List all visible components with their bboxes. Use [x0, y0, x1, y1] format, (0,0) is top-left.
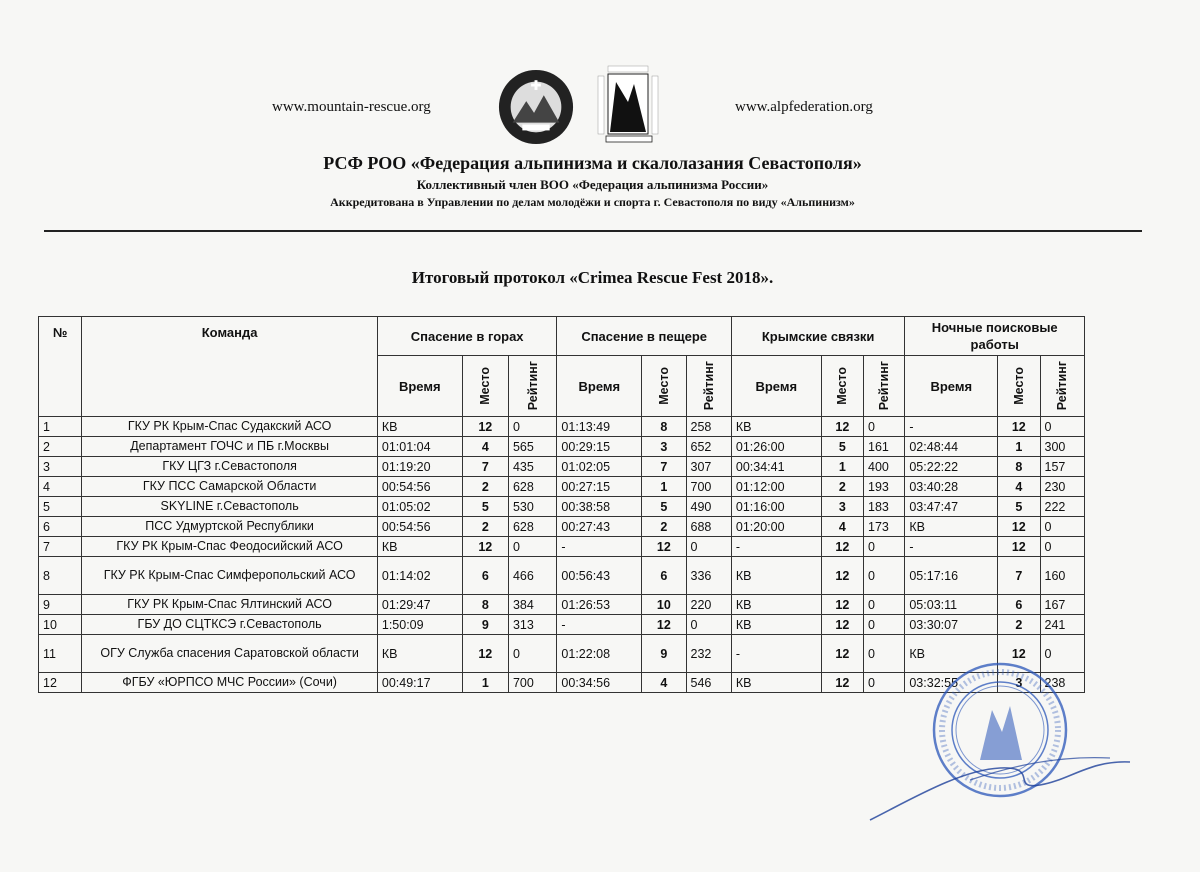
cell-place: 12: [998, 537, 1040, 557]
cell-rating: 336: [686, 557, 731, 595]
row-number: 3: [39, 457, 82, 477]
header-group-crimean: Крымские связки: [731, 317, 904, 356]
cell-time: 01:12:00: [731, 477, 821, 497]
cell-rating: 490: [686, 497, 731, 517]
team-name: ГКУ РК Крым-Спас Ялтинский АСО: [82, 595, 378, 615]
header-number: №: [39, 317, 82, 417]
cell-rating: 0: [686, 615, 731, 635]
cell-place: 3: [998, 673, 1040, 693]
cell-time: 00:29:15: [557, 437, 642, 457]
team-name: ГКУ РК Крым-Спас Симферопольский АСО: [82, 557, 378, 595]
subheader-place: [821, 356, 863, 417]
row-number: 11: [39, 635, 82, 673]
cell-rating: 384: [508, 595, 556, 615]
cell-time: 00:54:56: [377, 477, 462, 497]
cell-place: 7: [998, 557, 1040, 595]
cell-place: 12: [821, 557, 863, 595]
cell-rating: 160: [1040, 557, 1085, 595]
subheader-rating: [864, 356, 905, 417]
team-name: ФГБУ «ЮРПСО МЧС России» (Сочи): [82, 673, 378, 693]
cell-place: 2: [462, 477, 508, 497]
table-row: [39, 595, 1085, 615]
table-row: [39, 437, 1085, 457]
cell-time: 05:17:16: [905, 557, 998, 595]
cell-time: 01:20:00: [731, 517, 821, 537]
cell-place: 2: [642, 517, 686, 537]
cell-rating: 688: [686, 517, 731, 537]
cell-time: 00:54:56: [377, 517, 462, 537]
signature-icon: [850, 740, 1150, 830]
cell-place: 7: [642, 457, 686, 477]
cell-rating: 238: [1040, 673, 1085, 693]
cell-place: 5: [462, 497, 508, 517]
cell-time: 01:26:53: [557, 595, 642, 615]
row-number: 8: [39, 557, 82, 595]
federation-logo-icon: [586, 62, 676, 152]
cell-place: 12: [821, 673, 863, 693]
cell-place: 4: [998, 477, 1040, 497]
cell-rating: 652: [686, 437, 731, 457]
team-name: ГКУ РК Крым-Спас Феодосийский АСО: [82, 537, 378, 557]
cell-place: 12: [462, 537, 508, 557]
cell-rating: 0: [864, 537, 905, 557]
cell-place: 10: [642, 595, 686, 615]
cell-rating: 0: [508, 635, 556, 673]
cell-time: КВ: [377, 635, 462, 673]
subheader-place-label: Место: [1011, 367, 1026, 405]
cell-time: КВ: [731, 615, 821, 635]
cell-place: 4: [462, 437, 508, 457]
cell-place: 1: [821, 457, 863, 477]
cell-time: 03:40:28: [905, 477, 998, 497]
cell-rating: 173: [864, 517, 905, 537]
cell-place: 9: [642, 635, 686, 673]
cell-rating: 0: [508, 417, 556, 437]
cell-place: 8: [462, 595, 508, 615]
header-group-cave: Спасение в пещере: [557, 317, 731, 356]
cell-time: 00:27:15: [557, 477, 642, 497]
cell-rating: 313: [508, 615, 556, 635]
cell-place: 12: [642, 537, 686, 557]
cell-rating: 0: [686, 537, 731, 557]
cell-place: 12: [821, 615, 863, 635]
cell-place: 3: [821, 497, 863, 517]
cell-rating: 0: [1040, 635, 1085, 673]
cell-place: 8: [642, 417, 686, 437]
subheader-place-label: Место: [835, 367, 850, 405]
header-group-night: Ночные поисковые работы: [905, 317, 1085, 356]
cell-rating: 230: [1040, 477, 1085, 497]
cell-rating: 530: [508, 497, 556, 517]
cell-rating: 0: [864, 615, 905, 635]
cell-rating: 220: [686, 595, 731, 615]
cell-time: 01:29:47: [377, 595, 462, 615]
team-name: ОГУ Служба спасения Саратовской области: [82, 635, 378, 673]
cell-time: 00:34:56: [557, 673, 642, 693]
cell-place: 12: [821, 417, 863, 437]
subheader-rating-label: Рейтинг: [1055, 361, 1070, 411]
cell-rating: 183: [864, 497, 905, 517]
cell-time: 01:14:02: [377, 557, 462, 595]
cell-place: 6: [462, 557, 508, 595]
cell-time: 01:16:00: [731, 497, 821, 517]
cell-place: 12: [821, 635, 863, 673]
cell-rating: 0: [864, 557, 905, 595]
cell-rating: 307: [686, 457, 731, 477]
cell-place: 5: [998, 497, 1040, 517]
cell-time: КВ: [731, 673, 821, 693]
team-name: ГКУ ПСС Самарской Области: [82, 477, 378, 497]
cell-place: 2: [998, 615, 1040, 635]
results-table: [38, 316, 1085, 693]
team-name: ГБУ ДО СЦТКСЭ г.Севастополь: [82, 615, 378, 635]
subheader-place-label: Место: [656, 367, 671, 405]
cell-place: 2: [821, 477, 863, 497]
cell-place: 9: [462, 615, 508, 635]
cell-rating: 222: [1040, 497, 1085, 517]
table-row: [39, 557, 1085, 595]
cell-place: 12: [462, 635, 508, 673]
row-number: 9: [39, 595, 82, 615]
cell-time: 01:01:04: [377, 437, 462, 457]
subheader-rating-label: Рейтинг: [701, 361, 716, 411]
cell-place: 12: [998, 417, 1040, 437]
cell-time: 00:38:58: [557, 497, 642, 517]
cell-time: 01:22:08: [557, 635, 642, 673]
cell-rating: 546: [686, 673, 731, 693]
header-divider: [44, 230, 1142, 232]
cell-time: 01:19:20: [377, 457, 462, 477]
team-name: SKYLINE г.Севастополь: [82, 497, 378, 517]
cell-rating: 193: [864, 477, 905, 497]
cell-rating: 0: [864, 673, 905, 693]
cell-place: 1: [642, 477, 686, 497]
cell-rating: 0: [508, 537, 556, 557]
subheader-rating: [508, 356, 556, 417]
cell-time: 03:30:07: [905, 615, 998, 635]
cell-time: КВ: [377, 537, 462, 557]
subheader-rating: [686, 356, 731, 417]
row-number: 5: [39, 497, 82, 517]
cell-place: 12: [821, 537, 863, 557]
cell-rating: 0: [1040, 517, 1085, 537]
team-name: Департамент ГОЧС и ПБ г.Москвы: [82, 437, 378, 457]
table-row: [39, 635, 1085, 673]
cell-place: 12: [821, 595, 863, 615]
cell-rating: 161: [864, 437, 905, 457]
table-row: [39, 537, 1085, 557]
cell-rating: 258: [686, 417, 731, 437]
cell-place: 4: [642, 673, 686, 693]
row-number: 2: [39, 437, 82, 457]
cell-rating: 0: [1040, 537, 1085, 557]
subheader-place-label: Место: [478, 367, 493, 405]
org-title: РСФ РОО «Федерация альпинизма и скалолазания Севастополя»: [323, 153, 862, 173]
cell-rating: 565: [508, 437, 556, 457]
header-team: Команда: [82, 317, 378, 417]
subheader-time: Время: [731, 356, 821, 417]
subheader-time: Время: [377, 356, 462, 417]
cell-rating: 0: [864, 635, 905, 673]
cell-place: 12: [998, 635, 1040, 673]
cell-time: КВ: [731, 595, 821, 615]
cell-time: 01:02:05: [557, 457, 642, 477]
cell-time: 1:50:09: [377, 615, 462, 635]
cell-rating: 232: [686, 635, 731, 673]
row-number: 10: [39, 615, 82, 635]
table-row: [39, 477, 1085, 497]
cell-time: КВ: [731, 557, 821, 595]
cell-time: 01:26:00: [731, 437, 821, 457]
row-number: 6: [39, 517, 82, 537]
team-name: ГКУ ЦГЗ г.Севастополя: [82, 457, 378, 477]
row-number: 1: [39, 417, 82, 437]
subheader-place: [642, 356, 686, 417]
cell-time: 00:49:17: [377, 673, 462, 693]
cell-time: КВ: [905, 517, 998, 537]
cell-time: КВ: [905, 635, 998, 673]
org-membership: Коллективный член ВОО «Федерация альпинизма России»: [416, 177, 769, 192]
cell-rating: 241: [1040, 615, 1085, 635]
org-accreditation: Аккредитована в Управлении по делам молодёжи и спорта г. Севастополя по виду «Альпинизм»: [330, 195, 855, 209]
row-number: 12: [39, 673, 82, 693]
subheader-rating-label: Рейтинг: [877, 361, 892, 411]
cell-rating: 157: [1040, 457, 1085, 477]
cell-place: 12: [462, 417, 508, 437]
subheader-place: [998, 356, 1040, 417]
team-name: ПСС Удмуртской Республики: [82, 517, 378, 537]
cell-rating: 300: [1040, 437, 1085, 457]
subheader-time: Время: [557, 356, 642, 417]
cell-rating: 700: [686, 477, 731, 497]
table-row: [39, 673, 1085, 693]
cell-rating: 400: [864, 457, 905, 477]
cell-rating: 628: [508, 517, 556, 537]
cell-rating: 0: [1040, 417, 1085, 437]
cell-time: 00:34:41: [731, 457, 821, 477]
cell-rating: 435: [508, 457, 556, 477]
table-row: [39, 497, 1085, 517]
cell-time: -: [731, 537, 821, 557]
table-row: [39, 417, 1085, 437]
cell-place: 4: [821, 517, 863, 537]
subheader-rating-label: Рейтинг: [525, 361, 540, 411]
cell-time: -: [731, 635, 821, 673]
cell-time: 02:48:44: [905, 437, 998, 457]
rescue-group-logo-icon: [497, 68, 575, 146]
cell-rating: 167: [1040, 595, 1085, 615]
cell-rating: 700: [508, 673, 556, 693]
cell-time: 05:22:22: [905, 457, 998, 477]
table-row: [39, 517, 1085, 537]
cell-time: -: [557, 537, 642, 557]
cell-place: 1: [998, 437, 1040, 457]
cell-place: 5: [821, 437, 863, 457]
cell-place: 12: [642, 615, 686, 635]
cell-place: 3: [642, 437, 686, 457]
cell-place: 8: [998, 457, 1040, 477]
cell-time: КВ: [377, 417, 462, 437]
table-row: [39, 615, 1085, 635]
cell-time: КВ: [731, 417, 821, 437]
website-left: www.mountain-rescue.org: [272, 99, 431, 115]
cell-rating: 0: [864, 595, 905, 615]
row-number: 7: [39, 537, 82, 557]
header-group-mountain: Спасение в горах: [377, 317, 557, 356]
team-name: ГКУ РК Крым-Спас Судакский АСО: [82, 417, 378, 437]
cell-rating: 0: [864, 417, 905, 437]
cell-time: 03:47:47: [905, 497, 998, 517]
cell-place: 1: [462, 673, 508, 693]
document-title: Итоговый протокол «Crimea Rescue Fest 2018».: [411, 268, 774, 287]
cell-place: 2: [462, 517, 508, 537]
website-right: www.alpfederation.org: [735, 99, 873, 115]
cell-time: -: [905, 537, 998, 557]
subheader-time: Время: [905, 356, 998, 417]
cell-place: 7: [462, 457, 508, 477]
cell-time: 00:27:43: [557, 517, 642, 537]
cell-time: -: [905, 417, 998, 437]
cell-time: -: [557, 615, 642, 635]
row-number: 4: [39, 477, 82, 497]
cell-place: 12: [998, 517, 1040, 537]
subheader-place: [462, 356, 508, 417]
cell-time: 01:13:49: [557, 417, 642, 437]
cell-rating: 628: [508, 477, 556, 497]
subheader-rating: [1040, 356, 1085, 417]
cell-time: 01:05:02: [377, 497, 462, 517]
cell-place: 6: [998, 595, 1040, 615]
cell-place: 6: [642, 557, 686, 595]
cell-place: 5: [642, 497, 686, 517]
table-row: [39, 457, 1085, 477]
cell-time: 03:32:55: [905, 673, 998, 693]
cell-time: 00:56:43: [557, 557, 642, 595]
cell-rating: 466: [508, 557, 556, 595]
cell-time: 05:03:11: [905, 595, 998, 615]
